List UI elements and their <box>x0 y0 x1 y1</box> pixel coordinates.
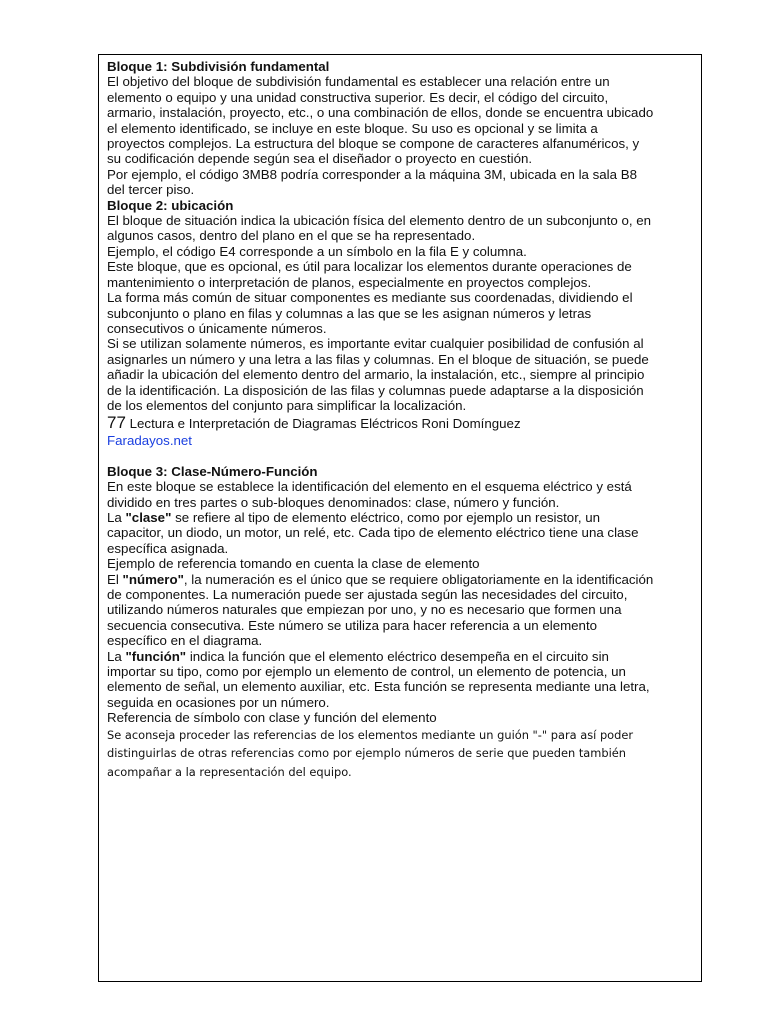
block1-line: El objetivo del bloque de subdivisión fundamental es establecer una relación entre un <box>107 74 610 90</box>
block3-line: específico en el diagrama. <box>107 633 263 649</box>
book-title: Lectura e Interpretación de Diagramas Eléctricos Roni Domínguez <box>129 416 521 432</box>
note-line: acompañar a la representación del equipo. <box>107 764 352 779</box>
block2-line: de los elementos del conjunto para simplificar la localización. <box>107 397 467 413</box>
block3-line: específica asignada. <box>107 540 229 556</box>
block2-line: algunos casos, dentro del plano en el que se ha representado. <box>107 228 476 244</box>
document-page <box>98 54 702 982</box>
site-link[interactable]: Faradayos.net <box>107 433 193 449</box>
funcion-term: "función" <box>125 648 187 664</box>
block3-line: En este bloque se establece la identificación del elemento en el esquema eléctrico y está <box>107 479 632 495</box>
block2-heading: Bloque 2: ubicación <box>107 197 234 213</box>
block3-line: dividido en tres partes o sub-bloques denominados: clase, número y función. <box>107 494 560 510</box>
block2-line: Si se utilizan solamente números, es importante evitar cualquier posibilidad de confusión al <box>107 336 644 352</box>
block3-line: Ejemplo de referencia tomando en cuenta la clase de elemento <box>107 556 480 572</box>
block1-heading: Bloque 1: Subdivisión fundamental <box>107 59 330 74</box>
block2-line: mantenimiento o interpretación de planos, especialmente en proyectos complejos. <box>107 274 592 290</box>
clase-prefix: La <box>107 509 126 525</box>
funcion-prefix: La <box>107 648 126 664</box>
block2-line: Ejemplo, el código E4 corresponde a un símbolo en la fila E y columna. <box>107 243 527 259</box>
numero-prefix: El <box>107 571 123 587</box>
block1-line: armario, instalación, proyecto, etc., o una combinación de ellos, donde se encuentra ubicado <box>107 105 654 121</box>
block3-line: importar su tipo, como por ejemplo un elemento de control, un elemento de potencia, un <box>107 664 626 680</box>
block3-line: de componentes. La numeración puede ser ajustada según las necesidades del circuito, <box>107 587 628 602</box>
block2-line: añadir la ubicación del elemento dentro del armario, la instalación, etc., siempre al principio <box>107 367 645 383</box>
block3-line: Referencia de símbolo con clase y función del elemento <box>107 710 437 726</box>
clase-line <box>107 510 693 525</box>
numero-line <box>107 572 693 587</box>
block3-line: capacitor, un diodo, un motor, un relé, etc. Cada tipo de elemento eléctrico tiene una clase <box>107 525 639 541</box>
block1-line: elemento o equipo y una unidad constructiva superior. Es decir, el código del circuito, <box>107 89 609 105</box>
block2-line: El bloque de situación indica la ubicación física del elemento dentro de un subconjunto o, en <box>107 213 652 229</box>
block1-line: el elemento identificado, se incluye en este bloque. Su uso es opcional y se limita a <box>107 120 598 136</box>
block1-line: del tercer piso. <box>107 182 195 198</box>
block1-line: su codificación depende según sea el diseñador o proyecto en cuestión. <box>107 151 533 167</box>
block2-line: subconjunto o plano en filas y columnas a las que se les asignan números y letras <box>107 305 592 321</box>
block3-line: seguida en ocasiones por un número. <box>107 694 330 710</box>
block3-line: secuencia consecutiva. Este número se utiliza para hacer referencia a un elemento <box>107 617 598 633</box>
page-footer <box>107 413 693 433</box>
block2-line: La forma más común de situar componentes es mediante sus coordenadas, dividiendo el <box>107 290 633 306</box>
block1-line: Por ejemplo, el código 3MB8 podría corresponder a la máquina 3M, ubicada en la sala B8 <box>107 166 637 182</box>
block3-heading: Bloque 3: Clase-Número-Función <box>107 463 318 479</box>
block1-line: proyectos complejos. La estructura del bloque se compone de caracteres alfanuméricos, y <box>107 136 640 152</box>
block2-line: de la identificación. La disposición de las filas y columnas puede adaptarse a la disposición <box>107 382 644 398</box>
funcion-rest: indica la función que el elemento eléctrico desempeña en el circuito sin <box>186 648 609 664</box>
clase-rest: se refiere al tipo de elemento eléctrico, como por ejemplo un resistor, un <box>171 509 601 525</box>
block3-line: elemento de señal, un elemento auxiliar, etc. Esta función se representa mediante una letra, <box>107 679 650 695</box>
spacer <box>107 449 693 464</box>
note-line: Se aconseja proceder las referencias de los elementos mediante un guión "-" para así poder <box>107 727 634 742</box>
page-number: 77 <box>107 413 126 433</box>
numero-rest: , la numeración es el único que se requiere obligatoriamente en la identificación <box>183 571 654 587</box>
block2-line: Este bloque, que es opcional, es útil para localizar los elementos durante operaciones de <box>107 259 632 275</box>
block2-line: asignarles un número y una letra a las filas y columnas. En el bloque de situación, se puede <box>107 351 649 367</box>
note-line: distinguirlas de otras referencias como por ejemplo números de serie que pueden también <box>107 746 627 761</box>
numero-term: "número" <box>122 571 184 587</box>
clase-term: "clase" <box>125 509 172 525</box>
funcion-line <box>107 649 693 664</box>
block3-line: utilizando números naturales que empiezan por uno, y no es necesario que formen una <box>107 602 622 618</box>
block2-line: consecutivos o únicamente números. <box>107 320 327 336</box>
